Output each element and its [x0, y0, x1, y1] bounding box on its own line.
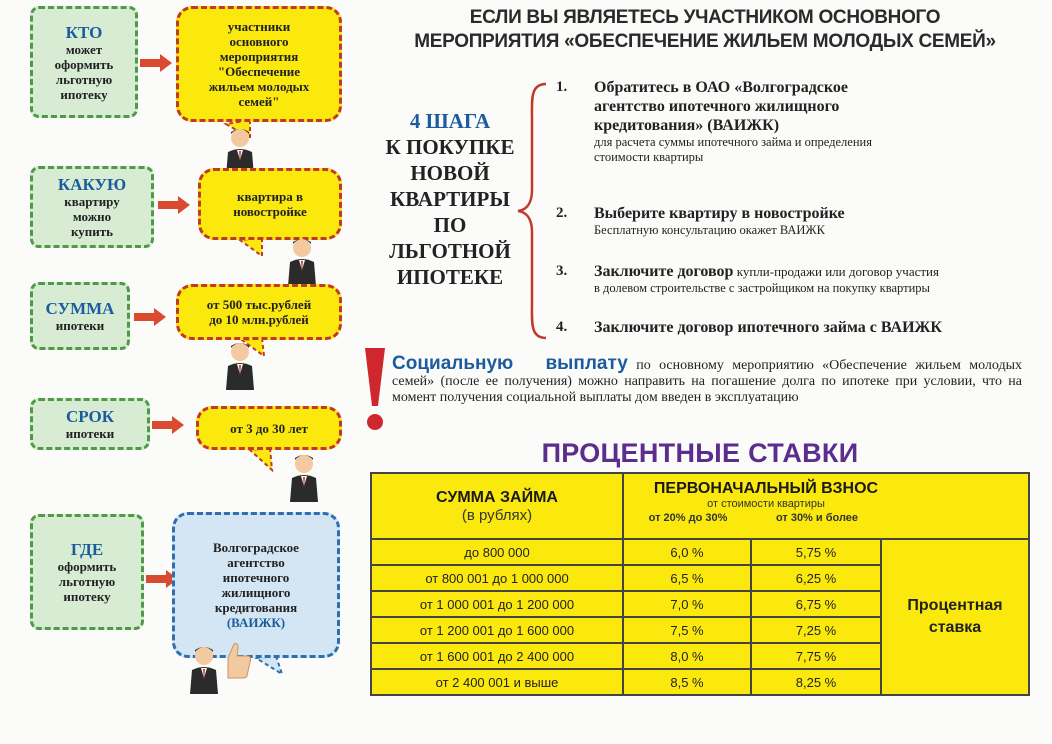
step-title-line: кредитования» (ВАИЖК) [594, 117, 780, 134]
down-payment-20-30: от 20% до 30% [648, 512, 728, 524]
step-number: 3. [556, 263, 568, 279]
step-3 [556, 262, 1036, 296]
down-payment-header: ПЕРВОНАЧАЛЬНЫЙ ВЗНОС [653, 480, 879, 497]
rate-20-30-cell: 6,0 % [623, 539, 751, 565]
rate-30-plus-cell: 6,75 % [751, 591, 881, 617]
question-key: ГДЕ [70, 540, 104, 559]
rate-20-30-cell: 6,5 % [623, 565, 751, 591]
rate-20-30-cell: 7,5 % [623, 617, 751, 643]
question-key: КАКУЮ [57, 175, 127, 194]
steps-heading-line: ИПОТЕКЕ [396, 265, 504, 289]
answer-text-line: участники [227, 19, 291, 34]
answer-text-line: от 500 тыс.рублей [206, 297, 312, 312]
loan-amount-cell: от 1 000 001 до 1 200 000 [371, 591, 623, 617]
question-key: СРОК [65, 407, 115, 426]
step-number: 2. [556, 205, 568, 221]
rates-title: ПРОЦЕНТНЫЕ СТАВКИ [541, 438, 859, 468]
answer-highlight: (ВАИЖК) [226, 615, 286, 630]
question-text-line: льготную [55, 71, 113, 87]
steps-count: 4 ШАГА [409, 109, 491, 133]
social-payment-note [392, 353, 1022, 406]
step-1 [556, 78, 1036, 165]
steps-heading-line: К ПОКУПКЕ [385, 135, 515, 159]
rate-label-line: ставка [928, 619, 982, 636]
exclamation-icon [360, 344, 390, 434]
rate-20-30-cell: 8,0 % [623, 643, 751, 669]
answer-text-line: до 10 млн.рублей [209, 312, 309, 327]
step-title-line: Обратитесь в ОАО «Волгоградское [594, 79, 848, 96]
step-description-line: для расчета суммы ипотечного займа и определения [594, 135, 872, 149]
step-2 [556, 204, 1036, 238]
question-text-line: ипотеку [60, 86, 108, 102]
main-title-line-1: ЕСЛИ ВЫ ЯВЛЯЕТЕСЬ УЧАСТНИКОМ ОСНОВНОГО [469, 7, 941, 28]
question-text-line: квартиру [64, 194, 120, 209]
answer-text-line: кредитования [214, 600, 298, 615]
question-text-line: льготную [58, 574, 116, 589]
loan-amount-cell: до 800 000 [371, 539, 623, 565]
rate-30-plus-cell: 5,75 % [751, 539, 881, 565]
down-payment-subheader: от стоимости квартиры [707, 498, 825, 510]
answer-bubble-5 [172, 512, 340, 658]
answer-text-line: от 3 до 30 лет [230, 420, 308, 436]
curly-brace-icon [512, 80, 552, 342]
step-title-line: Заключите договор ипотечного займа с ВАИЖК [594, 319, 942, 336]
step-title-line: Выберите квартиру в новостройке [594, 205, 845, 222]
rates-header-row [371, 473, 1029, 539]
steps-heading-line: НОВОЙ [410, 161, 490, 185]
answer-text-line: мероприятия [219, 49, 299, 64]
steps-heading-line: ПО [433, 213, 467, 237]
thumbs-up-icon [222, 640, 254, 680]
rate-30-plus-cell: 8,25 % [751, 669, 881, 695]
question-text-line: может [65, 41, 103, 57]
question-text-line: можно [72, 209, 112, 224]
rate-30-plus-cell: 7,25 % [751, 617, 881, 643]
question-text-line: оформить [57, 559, 117, 574]
loan-amount-cell: от 1 600 001 до 2 400 000 [371, 643, 623, 669]
rate-label-line: Процентная [907, 597, 1003, 614]
answer-text-line: жилищного [221, 585, 291, 600]
step-title-inline: купли-продажи или договор участия [733, 264, 939, 279]
down-payment-header-cell [623, 473, 1029, 539]
answer-text-line: основного [229, 34, 289, 49]
answer-text-line: "Обеспечение [217, 64, 301, 79]
step-description-line: в долевом строительстве с застройщиком на покупку квартиры [594, 281, 930, 295]
step-number: 4. [556, 319, 568, 335]
businessman-icon [184, 644, 224, 696]
question-key: СУММА [45, 299, 115, 318]
answer-text-line: агентство [227, 555, 285, 570]
social-payment-heading: Социальную выплату [392, 353, 628, 374]
question-text-line: ипотеки [55, 318, 105, 333]
question-text-line: ипотеки [65, 426, 115, 441]
loan-amount-cell: от 800 001 до 1 000 000 [371, 565, 623, 591]
steps-heading-line: КВАРТИРЫ [390, 187, 510, 211]
rate-20-30-cell: 8,5 % [623, 669, 751, 695]
question-key: КТО [65, 22, 103, 42]
answer-text-line: новостройке [233, 204, 307, 219]
rate-20-30-cell: 7,0 % [623, 591, 751, 617]
question-text-line: ипотеку [63, 589, 111, 604]
question-text-line: купить [70, 224, 114, 239]
rate-30-plus-cell: 6,25 % [751, 565, 881, 591]
answer-text-line: семей" [238, 94, 280, 109]
rate-label-cell [881, 539, 1029, 695]
answer-text-line: Волгоградское [213, 540, 299, 555]
step-description-line: Бесплатную консультацию окажет ВАИЖК [594, 223, 825, 237]
social-payment-text: по основному мероприятию «Обеспечение жильем молодых семей» (после ее получения) можно направить на погашение долга по ипотеке при условии, что на момент получения социальной выплаты дом введен в эксплуатацию [392, 358, 1022, 405]
main-title-line-2: МЕРОПРИЯТИЯ «ОБЕСПЕЧЕНИЕ ЖИЛЬЕМ МОЛОДЫХ СЕМЕЙ» [414, 31, 996, 52]
step-title-line: агентство ипотечного жилищного [594, 98, 840, 115]
step-title-bold: Заключите договор [594, 263, 734, 280]
answer-text-line: жильем молодых [208, 79, 310, 94]
amount-header: СУММА ЗАЙМА [436, 488, 558, 506]
main-title [360, 6, 1050, 54]
down-payment-30-plus: от 30% и более [775, 512, 859, 524]
loan-amount-cell: от 2 400 001 и выше [371, 669, 623, 695]
loan-amount-cell: от 1 200 001 до 1 600 000 [371, 617, 623, 643]
answer-text-line: ипотечного [222, 570, 290, 585]
rates-table [370, 472, 1030, 696]
step-number: 1. [556, 79, 568, 95]
step-4 [556, 318, 1036, 337]
steps-heading-line: ЛЬГОТНОЙ [389, 239, 511, 263]
table-row [371, 539, 1029, 565]
amount-header-unit: (в рублях) [461, 506, 533, 524]
step-description-line: стоимости квартиры [594, 150, 704, 164]
question-text-line: оформить [54, 56, 114, 72]
answer-text-line: квартира в [237, 189, 303, 204]
rate-30-plus-cell: 7,75 % [751, 643, 881, 669]
steps-heading [370, 108, 530, 290]
